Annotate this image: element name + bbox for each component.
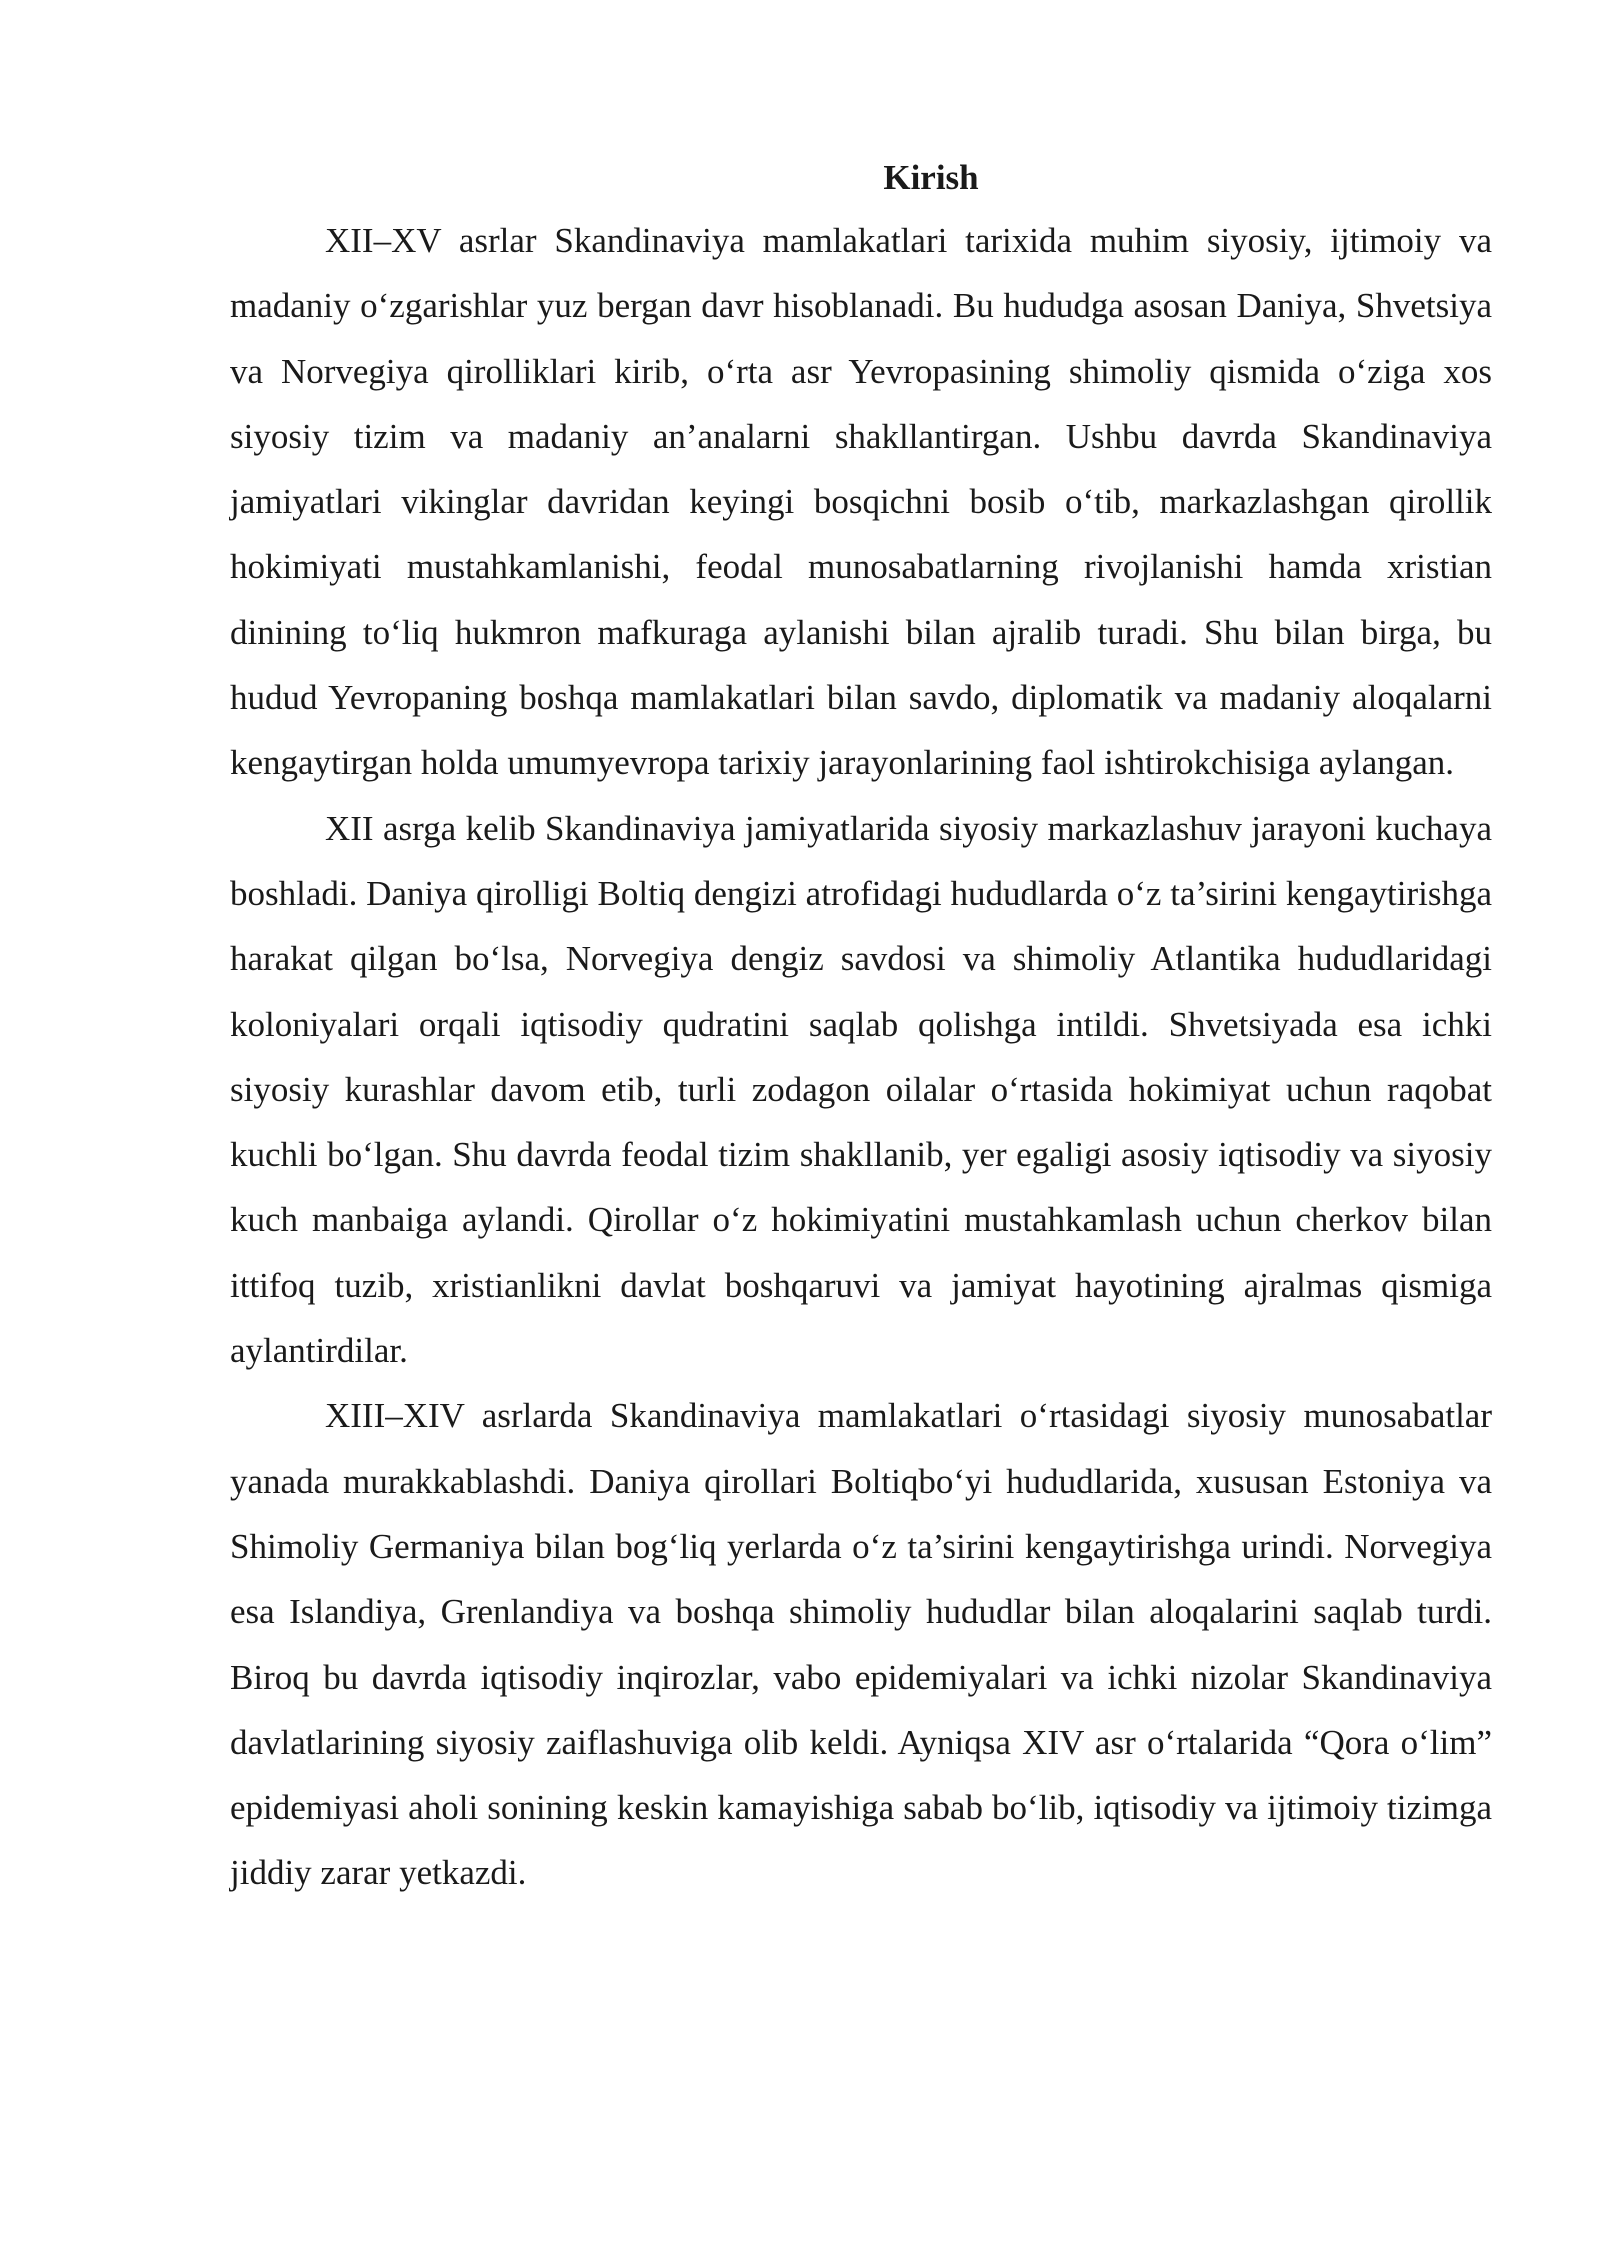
document-title: Kirish — [883, 158, 979, 197]
paragraph-2: XII asrga kelib Skandinaviya jamiyatlarida siyosiy markazlashuv jarayoni kuchaya boshladi. Daniya qirolligi Boltiq dengizi atrofidagi hududlarda oʻz ta’sirini kengaytirishga harakat qilgan boʻlsa, Norvegiya dengiz savdosi va shimoliy Atlantika hududlaridagi koloniyalari orqali iqtisodiy qudratini saqlab qolishga intildi. Shvetsiyada esa ichki siyosiy kurashlar davom etib, turli zodagon oilalar oʻrtasida hokimiyat uchun raqobat kuchli boʻlgan. Shu davrda feodal tizim shakllanib, yer egaligi asosiy iqtisodiy va siyosiy kuch manbaiga aylandi. Qirollar oʻz hokimiyatini mustahkamlash uchun cherkov bilan ittifoq tuzib, xristianlikni davlat boshqaruvi va jamiyat hayotining ajralmas qismiga aylantirdilar. — [230, 808, 1492, 1371]
document-body — [230, 148, 1492, 1906]
paragraph-3: XIII–XIV asrlarda Skandinaviya mamlakatlari oʻrtasidagi siyosiy munosabatlar yanada murakkablashdi. Daniya qirollari Boltiqboʻyi hududlarida, xususan Estoniya va Shimoliy Germaniya bilan bogʻliq yerlarda oʻz ta’sirini kengaytirishga urindi. Norvegiya esa Islandiya, Grenlandiya va boshqa shimoliy hududlar bilan aloqalarini saqlab turdi. Biroq bu davrda iqtisodiy inqirozlar, vabo epidemiyalari va ichki nizolar Skandinaviya davlatlarining siyosiy zaiflashuviga olib keldi. Ayniqsa XIV asr oʻrtalarida “Qora oʻlim” epidemiyasi aholi sonining keskin kamayishiga sabab boʻlib, iqtisodiy va ijtimoiy tizimga jiddiy zarar yetkazdi. — [230, 1396, 1492, 1893]
paragraph-1: XII–XV asrlar Skandinaviya mamlakatlari tarixida muhim siyosiy, ijtimoiy va madaniy oʻzgarishlar yuz bergan davr hisoblanadi. Bu hududga asosan Daniya, Shvetsiya va Norvegiya qirolliklari kirib, oʻrta asr Yevropasining shimoliy qismida oʻziga xos siyosiy tizim va madaniy an’analarni shakllantirgan. Ushbu davrda Skandinaviya jamiyatlari vikinglar davridan keyingi bosqichni bosib oʻtib, markazlashgan qirollik hokimiyati mustahkamlanishi, feodal munosabatlarning rivojlanishi hamda xristian dinining toʻliq hukmron mafkuraga aylanishi bilan ajralib turadi. Shu bilan birga, bu hudud Yevropaning boshqa mamlakatlari bilan savdo, diplomatik va madaniy aloqalarni kengaytirgan holda umumyevropa tarixiy jarayonlarining faol ishtirokchisiga aylangan. — [230, 221, 1492, 783]
